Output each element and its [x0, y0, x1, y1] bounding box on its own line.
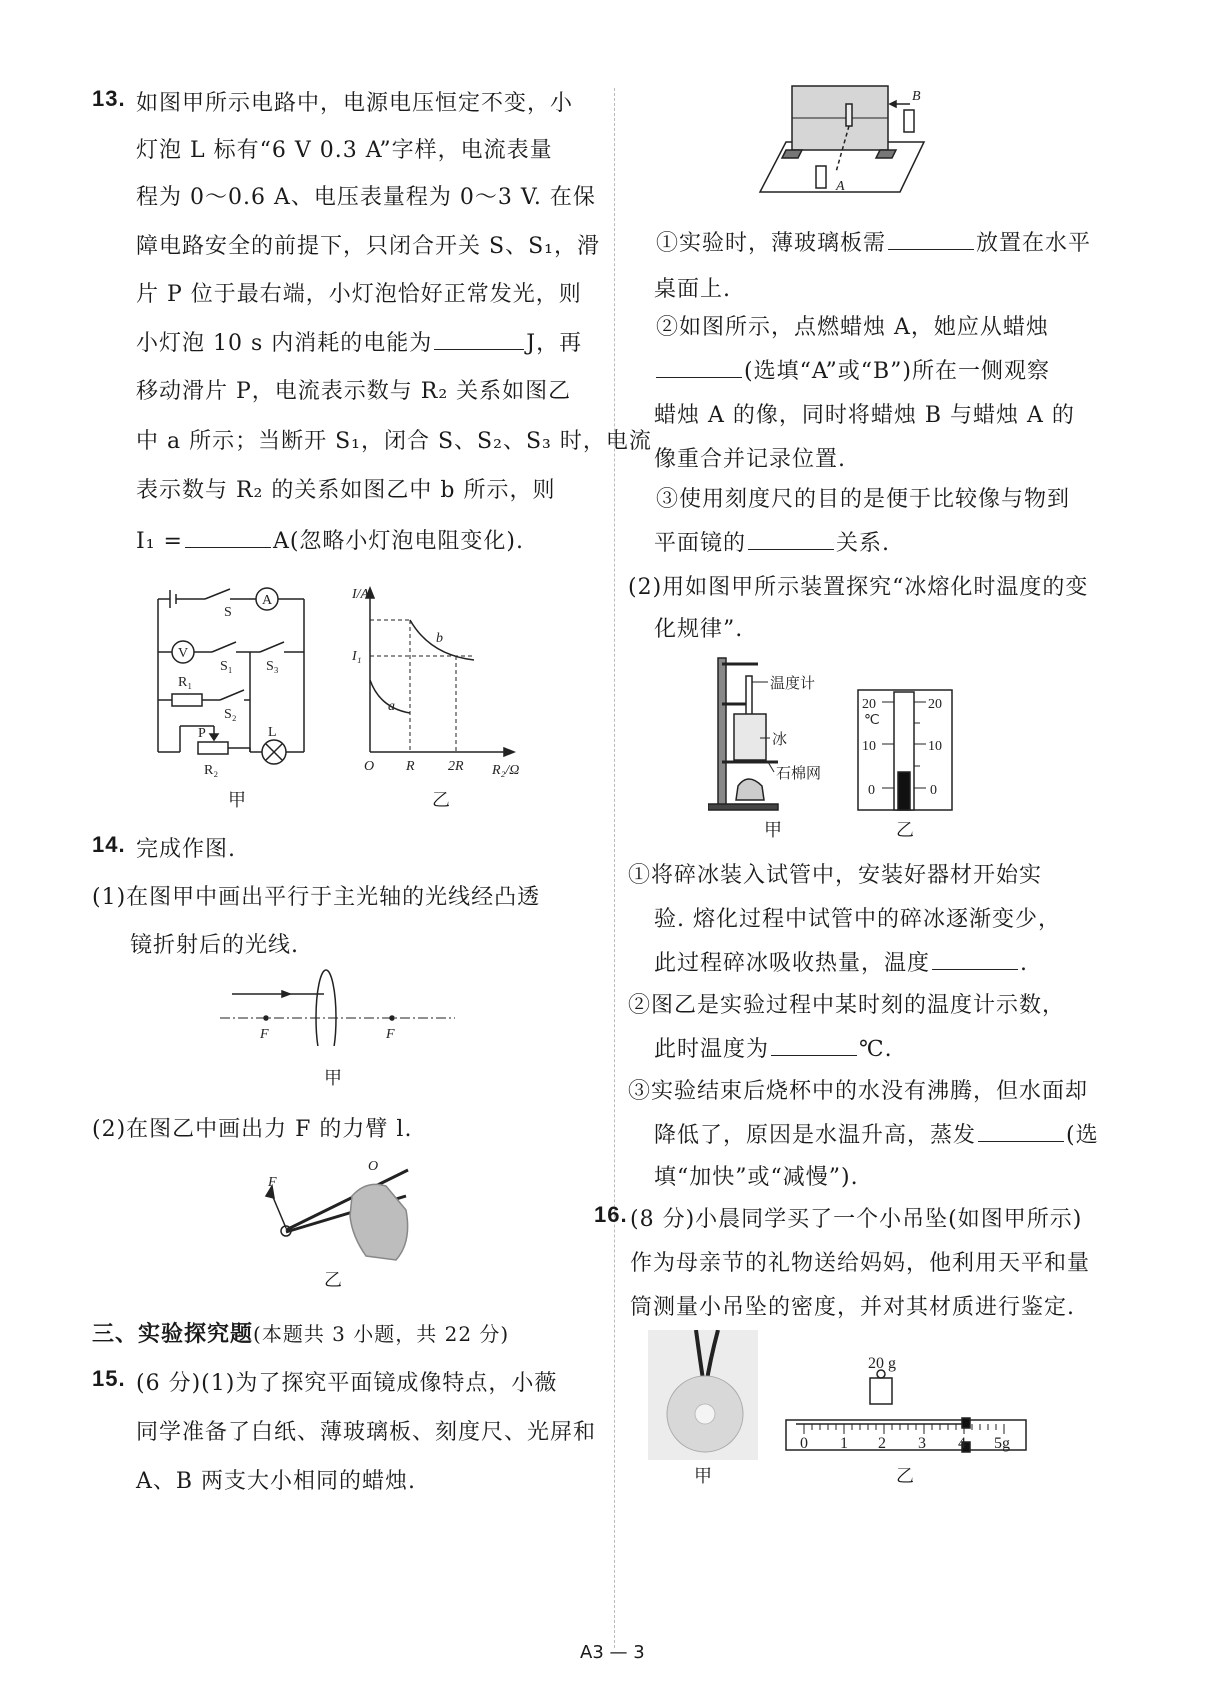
question-number: 14. — [92, 832, 126, 857]
figure-caption: 甲 — [764, 820, 782, 841]
label-s2: S₂ — [224, 707, 237, 722]
balance-scale-reading — [782, 1356, 1032, 1460]
current-resistance-graph — [340, 580, 540, 780]
scale-20-left: 20 — [862, 697, 876, 712]
pivot-label: O — [368, 1159, 379, 1174]
figure-caption: 甲 — [694, 1466, 712, 1487]
answer-blank[interactable] — [434, 331, 524, 350]
label-curve-b: b — [436, 631, 443, 646]
text-line: 像重合并记录位置. — [654, 447, 846, 472]
text-line: 化规律”. — [654, 617, 744, 642]
candle-a-label: A — [836, 179, 845, 194]
focal-point-left: F — [260, 1027, 269, 1042]
answer-blank[interactable] — [888, 231, 974, 250]
text-line: 障电路安全的前提下，只闭合开关 S、S₁，滑 — [136, 234, 600, 259]
tick-1: 1 — [840, 1435, 848, 1452]
tick-4: 4 — [958, 1435, 966, 1452]
text-line: 同学准备了白纸、薄玻璃板、刻度尺、光屏和 — [136, 1420, 597, 1445]
label-r2: R₂ — [204, 763, 219, 778]
text-line: 灯泡 L 标有“6 V 0.3 A”字样，电流表量 — [136, 138, 553, 163]
label-s3: S₃ — [266, 659, 279, 674]
answer-blank[interactable] — [978, 1123, 1064, 1142]
question-number: 13. — [92, 86, 126, 111]
text-line: 片 P 位于最右端，小灯泡恰好正常发光，则 — [136, 282, 582, 307]
candle-b-label: B — [912, 89, 921, 104]
text-line: 此时温度为 ℃. — [654, 1037, 893, 1062]
scale-0-right: 0 — [930, 783, 937, 798]
figure-caption: 乙 — [324, 1270, 342, 1291]
label-s1: S₁ — [220, 659, 233, 674]
label-lamp: L — [268, 725, 277, 740]
text-line: 桌面上. — [654, 277, 731, 302]
question-number: 16. — [594, 1202, 628, 1227]
convex-lens-diagram — [220, 966, 460, 1046]
text-line: I₁ = A(忽略小灯泡电阻变化). — [136, 529, 524, 554]
axis-xlabel: R₂/Ω — [492, 763, 520, 778]
answer-blank[interactable] — [771, 1037, 857, 1056]
answer-blank[interactable] — [932, 951, 1018, 970]
figure-caption: 乙 — [432, 790, 450, 811]
scale-20-right: 20 — [928, 697, 942, 712]
text-line: A、B 两支大小相同的蜡烛. — [136, 1469, 417, 1494]
focal-point-right: F — [386, 1027, 395, 1042]
tick-r: R — [406, 759, 415, 774]
answer-blank[interactable] — [185, 529, 271, 548]
text-line: ①实验时，薄玻璃板需 放置在水平 — [656, 231, 1092, 256]
scale-10-left: 10 — [862, 739, 876, 754]
text-line: 完成作图. — [136, 837, 236, 862]
force-label: F — [268, 1175, 277, 1190]
chopsticks-diagram — [256, 1156, 426, 1266]
thermometer-reading — [856, 688, 956, 814]
label-origin: O — [364, 759, 375, 774]
scale-0-left: 0 — [868, 783, 875, 798]
section-title: 三、实验探究题(本题共 3 小题，共 22 分) — [92, 1321, 510, 1346]
tick-3: 3 — [918, 1435, 926, 1452]
tick-5: 5g — [994, 1435, 1010, 1452]
text-line: 蜡烛 A 的像，同时将蜡烛 B 与蜡烛 A 的 — [654, 403, 1075, 428]
pendant-photo — [648, 1330, 758, 1460]
text-line: 降低了，原因是水温升高，蒸发 (选 — [654, 1123, 1099, 1148]
text-line: 此过程碎冰吸收热量，温度 . — [654, 951, 1029, 976]
label-s: S — [224, 605, 232, 620]
text-line: ③实验结束后烧杯中的水没有沸腾，但水面却 — [628, 1079, 1089, 1104]
text-line: (6 分)(1)为了探究平面镜成像特点，小薇 — [136, 1371, 558, 1396]
text-line: 程为 0～0.6 A、电压表量程为 0～3 V. 在保 — [136, 185, 596, 210]
page-footer: A3 — 3 — [580, 1642, 645, 1663]
text-line: 验. 熔化过程中试管中的碎冰逐渐变少， — [654, 907, 1061, 932]
answer-blank[interactable] — [656, 359, 742, 378]
axis-ylabel: I/A — [352, 587, 370, 602]
answer-blank[interactable] — [748, 531, 834, 550]
text-line: 填“加快”或“减慢”). — [654, 1165, 859, 1190]
text-line: 筒测量小吊坠的密度，并对其材质进行鉴定. — [630, 1295, 1075, 1320]
text-line: ①将碎冰装入试管中，安装好器材开始实 — [628, 863, 1043, 888]
text-line: ②如图所示，点燃蜡烛 A，她应从蜡烛 — [656, 315, 1049, 340]
label-voltmeter: V — [178, 646, 189, 661]
column-divider — [614, 88, 615, 1648]
label-i1: I₁ — [352, 649, 362, 664]
tick-2: 2 — [878, 1435, 886, 1452]
text-line: (2)在图乙中画出力 F 的力臂 l. — [92, 1117, 413, 1142]
text-line: 作为母亲节的礼物送给妈妈，他利用天平和量 — [630, 1251, 1091, 1276]
text-line: (选填“A”或“B”)所在一侧观察 — [654, 354, 1050, 385]
asbestos-mesh-label: 石棉网 — [776, 766, 822, 782]
thermometer-label: 温度计 — [770, 676, 816, 692]
text-line: 表示数与 R₂ 的关系如图乙中 b 所示，则 — [136, 478, 556, 503]
figure-caption: 乙 — [896, 1466, 914, 1487]
label-ammeter: A — [262, 593, 273, 608]
text-line: ③使用刻度尺的目的是便于比较像与物到 — [656, 487, 1071, 512]
label-p: P — [198, 726, 206, 741]
ice-melting-apparatus — [708, 654, 848, 814]
question-number: 15. — [92, 1366, 126, 1391]
text-line: 小灯泡 10 s 内消耗的电能为 J，再 — [136, 331, 583, 356]
figure-caption: 乙 — [896, 820, 914, 841]
text-line: 镜折射后的光线. — [130, 933, 299, 958]
text-line: (2)用如图甲所示装置探究“冰熔化时温度的变 — [628, 575, 1089, 600]
tick-2r: 2R — [448, 759, 464, 774]
text-line: 移动滑片 P，电流表示数与 R₂ 关系如图乙 — [136, 379, 572, 404]
text-line: 平面镜的 关系. — [654, 531, 891, 556]
plane-mirror-setup — [756, 82, 956, 202]
weight-label: 20 g — [868, 1356, 896, 1372]
figure-caption: 甲 — [228, 790, 246, 811]
ice-label: 冰 — [772, 732, 788, 748]
scale-10-right: 10 — [928, 739, 942, 754]
text-line: 如图甲所示电路中，电源电压恒定不变，小 — [136, 91, 574, 116]
label-curve-a: a — [388, 699, 395, 714]
celsius-unit: ℃ — [864, 713, 880, 728]
text-line: 中 a 所示；当断开 S₁，闭合 S、S₂、S₃ 时，电流 — [136, 429, 652, 454]
tick-0: 0 — [800, 1435, 808, 1452]
figure-caption: 甲 — [324, 1068, 342, 1089]
circuit-diagram — [150, 582, 320, 782]
text-line: ②图乙是实验过程中某时刻的温度计示数， — [628, 993, 1066, 1018]
text-line: (8 分)小晨同学买了一个小吊坠(如图甲所示) — [630, 1207, 1083, 1232]
label-r1: R₁ — [178, 675, 193, 690]
text-line: (1)在图甲中画出平行于主光轴的光线经凸透 — [92, 885, 541, 910]
